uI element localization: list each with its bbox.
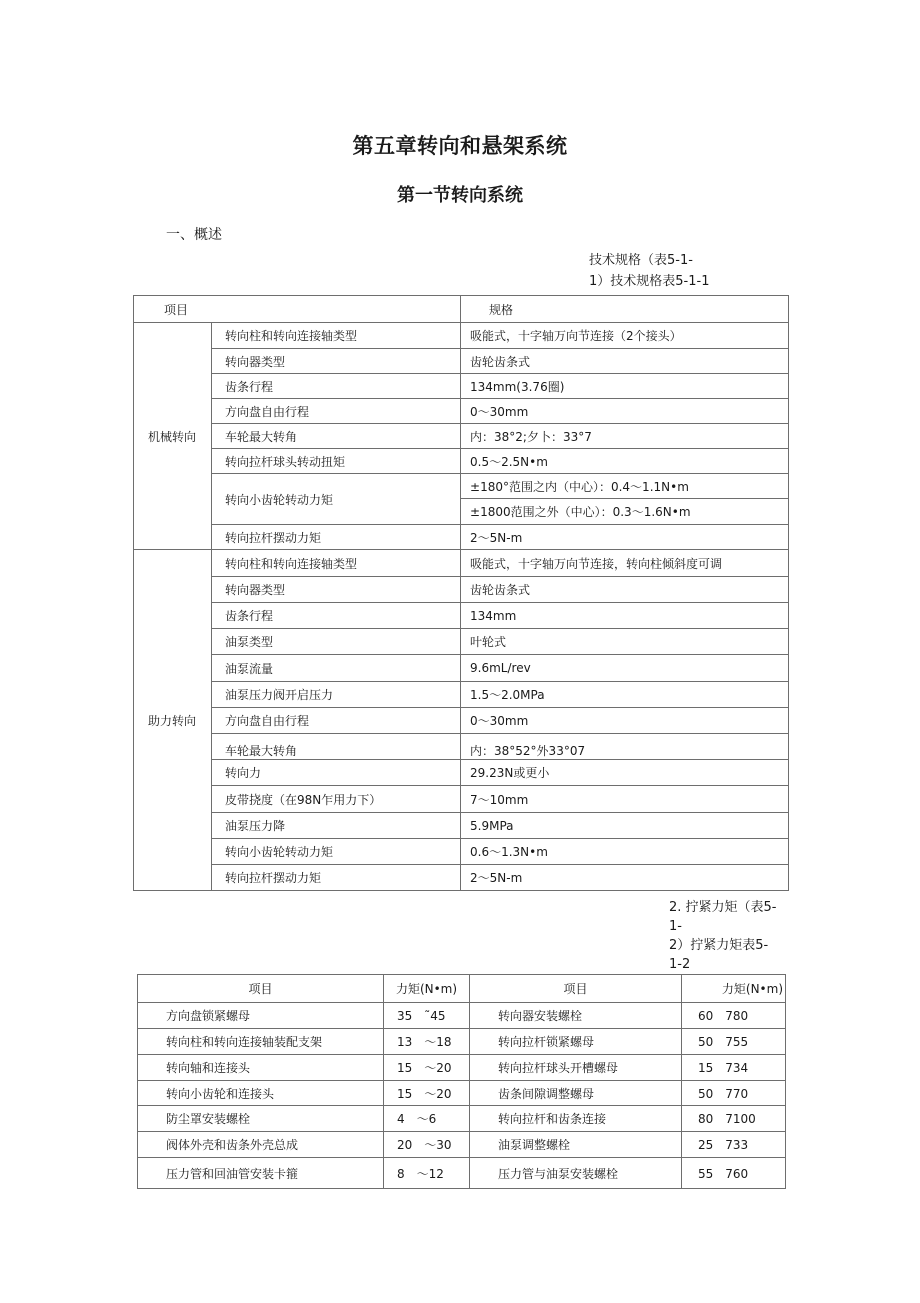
overview-heading: 一、概述 bbox=[166, 227, 222, 243]
spec-table-caption bbox=[589, 250, 729, 292]
table-row bbox=[134, 349, 789, 374]
row-value: 134mm bbox=[461, 603, 789, 629]
torque-item: 转向拉杆球头开槽螺母 bbox=[470, 1055, 682, 1081]
row-value: 29.23N或更小 bbox=[461, 760, 789, 786]
header-torque-2: 力矩(N•m) bbox=[682, 975, 786, 1003]
row-name: 皮带挠度（在98N乍用力下） bbox=[212, 786, 461, 813]
row-name: 转向拉杆球头转动扭矩 bbox=[212, 449, 461, 474]
group-label-mechanical: 机械转向 bbox=[134, 323, 212, 550]
torque-item: 阀体外壳和齿条外壳总成 bbox=[138, 1132, 384, 1158]
table-row bbox=[134, 865, 789, 891]
row-value: ±180°范围之内（中心）：0.4～1.1N•m bbox=[461, 474, 789, 499]
table-row bbox=[134, 449, 789, 474]
torque-value: 13 ～18 bbox=[384, 1029, 470, 1055]
torque-value: 55 760 bbox=[682, 1158, 786, 1189]
torque-value: 20 ～30 bbox=[384, 1132, 470, 1158]
table-row bbox=[138, 1003, 786, 1029]
row-name: 转向柱和转向连接轴类型 bbox=[212, 550, 461, 577]
table-row bbox=[134, 399, 789, 424]
table-row bbox=[134, 525, 789, 550]
torque-value: 35 ˜45 bbox=[384, 1003, 470, 1029]
row-name: 齿条行程 bbox=[212, 374, 461, 399]
row-name: 转向力 bbox=[212, 760, 461, 786]
torque-value: 50 770 bbox=[682, 1081, 786, 1106]
torque-value: 8 ～12 bbox=[384, 1158, 470, 1189]
spec-caption-line1: 技术规格（表5-1- bbox=[589, 253, 693, 268]
row-name: 转向拉杆摆动力矩 bbox=[212, 865, 461, 891]
torque-value: 15 ～20 bbox=[384, 1081, 470, 1106]
row-value: 0.5～2.5N•m bbox=[461, 449, 789, 474]
row-value: 0.6～1.3N•m bbox=[461, 839, 789, 865]
row-value: 叶轮式 bbox=[461, 629, 789, 655]
row-value: 内：38°52°外33°07 bbox=[461, 734, 789, 760]
table-row bbox=[134, 577, 789, 603]
table-row bbox=[138, 1132, 786, 1158]
torque-value: 80 7100 bbox=[682, 1106, 786, 1132]
row-name: 油泵压力降 bbox=[212, 813, 461, 839]
section-title: 第一节转向系统 bbox=[397, 185, 523, 206]
row-value: ±1800范围之外（中心）：0.3～1.6N•m bbox=[461, 499, 789, 525]
row-name: 转向小齿轮转动力矩 bbox=[212, 839, 461, 865]
torque-value: 60 780 bbox=[682, 1003, 786, 1029]
row-name: 方向盘自由行程 bbox=[212, 399, 461, 424]
row-value: 吸能式，十字轴万向节连接，转向柱倾斜度可调 bbox=[461, 550, 789, 577]
torque-item: 油泵调整螺栓 bbox=[470, 1132, 682, 1158]
table-row bbox=[134, 839, 789, 865]
table-row bbox=[138, 1106, 786, 1132]
table-row bbox=[134, 424, 789, 449]
torque-item: 转向柱和转向连接轴装配支架 bbox=[138, 1029, 384, 1055]
row-name: 转向小齿轮转动力矩 bbox=[212, 474, 461, 525]
header-item-2: 项目 bbox=[470, 975, 682, 1003]
row-value: 内：38°2;夕卜：33°7 bbox=[461, 424, 789, 449]
row-value: 134mm(3.76圈) bbox=[461, 374, 789, 399]
row-name: 车轮最大转角 bbox=[212, 424, 461, 449]
torque-item: 转向小齿轮和连接头 bbox=[138, 1081, 384, 1106]
row-name: 油泵类型 bbox=[212, 629, 461, 655]
row-name: 油泵流量 bbox=[212, 655, 461, 682]
spec-table bbox=[133, 295, 789, 891]
torque-value: 4 ～6 bbox=[384, 1106, 470, 1132]
row-value: 齿轮齿条式 bbox=[461, 577, 789, 603]
header-item: 项目 bbox=[134, 296, 461, 323]
torque-item: 防尘罩安装螺栓 bbox=[138, 1106, 384, 1132]
group-label-power: 助力转向 bbox=[134, 550, 212, 891]
torque-item: 转向拉杆锁紧螺母 bbox=[470, 1029, 682, 1055]
row-value: 0～30mm bbox=[461, 399, 789, 424]
row-name: 方向盘自由行程 bbox=[212, 708, 461, 734]
table-row bbox=[134, 603, 789, 629]
table-row bbox=[138, 1055, 786, 1081]
row-name: 油泵压力阀开启压力 bbox=[212, 682, 461, 708]
spec-caption-line2: 1）技术规格表5-1-1 bbox=[589, 274, 710, 289]
row-value: 5.9MPa bbox=[461, 813, 789, 839]
row-value: 7～10mm bbox=[461, 786, 789, 813]
row-value: 2～5N-m bbox=[461, 865, 789, 891]
row-name: 转向拉杆摆动力矩 bbox=[212, 525, 461, 550]
torque-item: 压力管和回油管安装卡箍 bbox=[138, 1158, 384, 1189]
row-value: 吸能式，十字轴万向节连接（2个接头） bbox=[461, 323, 789, 349]
torque-caption-line1: 2. 拧紧力矩（表5- bbox=[669, 900, 777, 915]
table-row bbox=[134, 374, 789, 399]
table-row bbox=[134, 813, 789, 839]
table-row bbox=[138, 1158, 786, 1189]
torque-value: 50 755 bbox=[682, 1029, 786, 1055]
torque-item: 转向器安装螺栓 bbox=[470, 1003, 682, 1029]
table-row bbox=[134, 655, 789, 682]
row-name: 车轮最大转角 bbox=[212, 734, 461, 760]
table-row bbox=[134, 682, 789, 708]
table-row bbox=[134, 708, 789, 734]
torque-item: 转向轴和连接头 bbox=[138, 1055, 384, 1081]
table-row bbox=[138, 1081, 786, 1106]
torque-table-caption bbox=[669, 898, 799, 974]
torque-item: 方向盘锁紧螺母 bbox=[138, 1003, 384, 1029]
torque-table bbox=[137, 974, 786, 1189]
table-row bbox=[134, 550, 789, 577]
row-value: 9.6mL/rev bbox=[461, 655, 789, 682]
table-header-row bbox=[134, 296, 789, 323]
table-row bbox=[134, 760, 789, 786]
table-row bbox=[134, 734, 789, 760]
table-header-row bbox=[138, 975, 786, 1003]
header-item-1: 项目 bbox=[138, 975, 384, 1003]
row-value: 2～5N-m bbox=[461, 525, 789, 550]
torque-item: 转向拉杆和齿条连接 bbox=[470, 1106, 682, 1132]
header-spec: 规格 bbox=[461, 296, 789, 323]
torque-caption-line3: 2）拧紧力矩表5- bbox=[669, 938, 769, 953]
torque-caption-line2: 1- bbox=[669, 919, 682, 934]
header-torque-1: 力矩(N•m) bbox=[384, 975, 470, 1003]
row-value: 齿轮齿条式 bbox=[461, 349, 789, 374]
row-value: 0～30mm bbox=[461, 708, 789, 734]
row-name: 转向器类型 bbox=[212, 577, 461, 603]
torque-value: 15 734 bbox=[682, 1055, 786, 1081]
row-name: 转向器类型 bbox=[212, 349, 461, 374]
table-row bbox=[138, 1029, 786, 1055]
torque-value: 15 ～20 bbox=[384, 1055, 470, 1081]
table-row bbox=[134, 786, 789, 813]
table-row bbox=[134, 323, 789, 349]
table-row bbox=[134, 474, 789, 499]
torque-item: 压力管与油泵安装螺栓 bbox=[470, 1158, 682, 1189]
row-name: 齿条行程 bbox=[212, 603, 461, 629]
torque-value: 25 733 bbox=[682, 1132, 786, 1158]
torque-item: 齿条间隙调整螺母 bbox=[470, 1081, 682, 1106]
chapter-title: 第五章转向和悬架系统 bbox=[352, 134, 568, 158]
row-value: 1.5～2.0MPa bbox=[461, 682, 789, 708]
row-name: 转向柱和转向连接轴类型 bbox=[212, 323, 461, 349]
torque-caption-line4: 1-2 bbox=[669, 957, 691, 972]
table-row bbox=[134, 629, 789, 655]
